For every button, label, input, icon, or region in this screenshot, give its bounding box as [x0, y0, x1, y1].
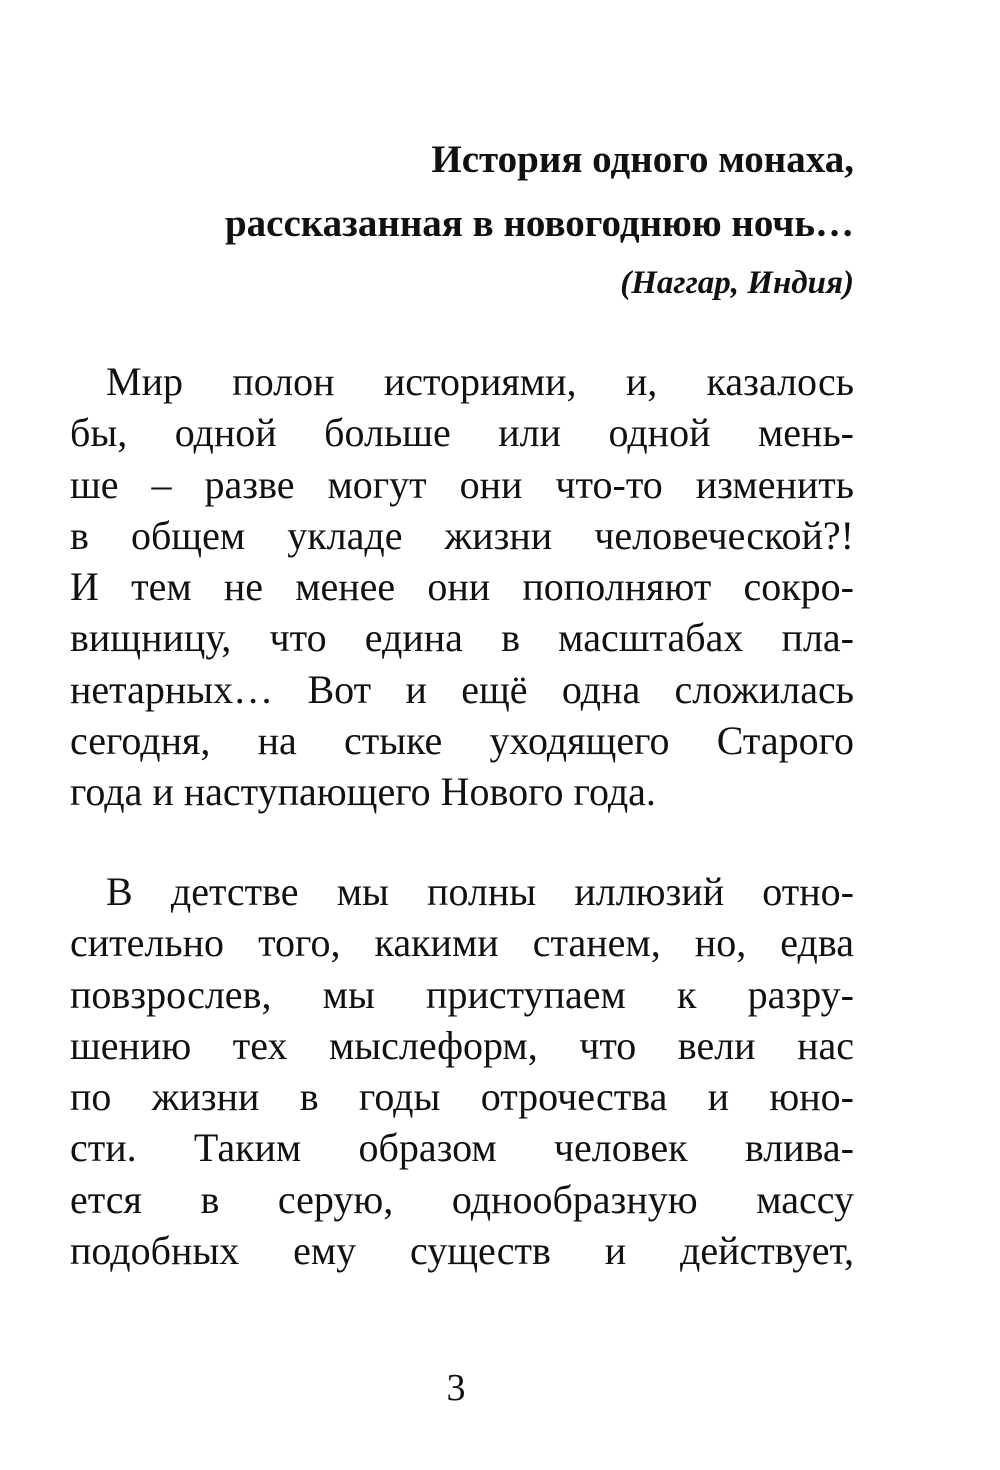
chapter-title-line-2: рассказанная в новогоднюю ночь… [224, 202, 854, 245]
text-line: сти. Таким образом человек влива- [70, 1125, 854, 1171]
text-line: шению тех мыслеформ, что вели нас [70, 1022, 854, 1068]
chapter-title-line-1: История одного монаха, [431, 138, 854, 181]
chapter-heading [54, 128, 854, 308]
text-line: года и наступающего Нового года. [70, 769, 656, 815]
text-line: ется в серую, однообразную массу [70, 1176, 854, 1222]
paragraph-2 [70, 866, 854, 1276]
text-line: В детстве мы полны иллюзий отно- [106, 869, 854, 914]
text-line: И тем не менее они пополняют сокро- [70, 564, 854, 610]
text-line: подобных ему существ и действует, [70, 1228, 854, 1274]
text-line: бы, одной больше или одной мень- [70, 410, 854, 456]
text-line: по жизни в годы отрочества и юно- [70, 1074, 854, 1120]
page-number: 3 [446, 1367, 466, 1409]
text-line: вищницу, что едина в масштабах пла- [70, 615, 854, 661]
text-line: Мир полон историями, и, казалось [106, 359, 854, 404]
text-line: сегодня, на стыке уходящего Старого [70, 718, 854, 764]
text-line: ше – разве могут они что-то изменить [70, 461, 854, 507]
text-line: нетарных… Вот и ещё одна сложилась [70, 666, 854, 712]
text-line: повзрослев, мы приступаем к разру- [70, 971, 854, 1017]
text-line: сительно того, какими станем, но, едва [70, 920, 854, 966]
paragraph-1 [70, 356, 854, 818]
chapter-source: (Наггар, Индия) [620, 265, 854, 301]
text-line: в общем укладе жизни человеческой?! [70, 512, 854, 558]
